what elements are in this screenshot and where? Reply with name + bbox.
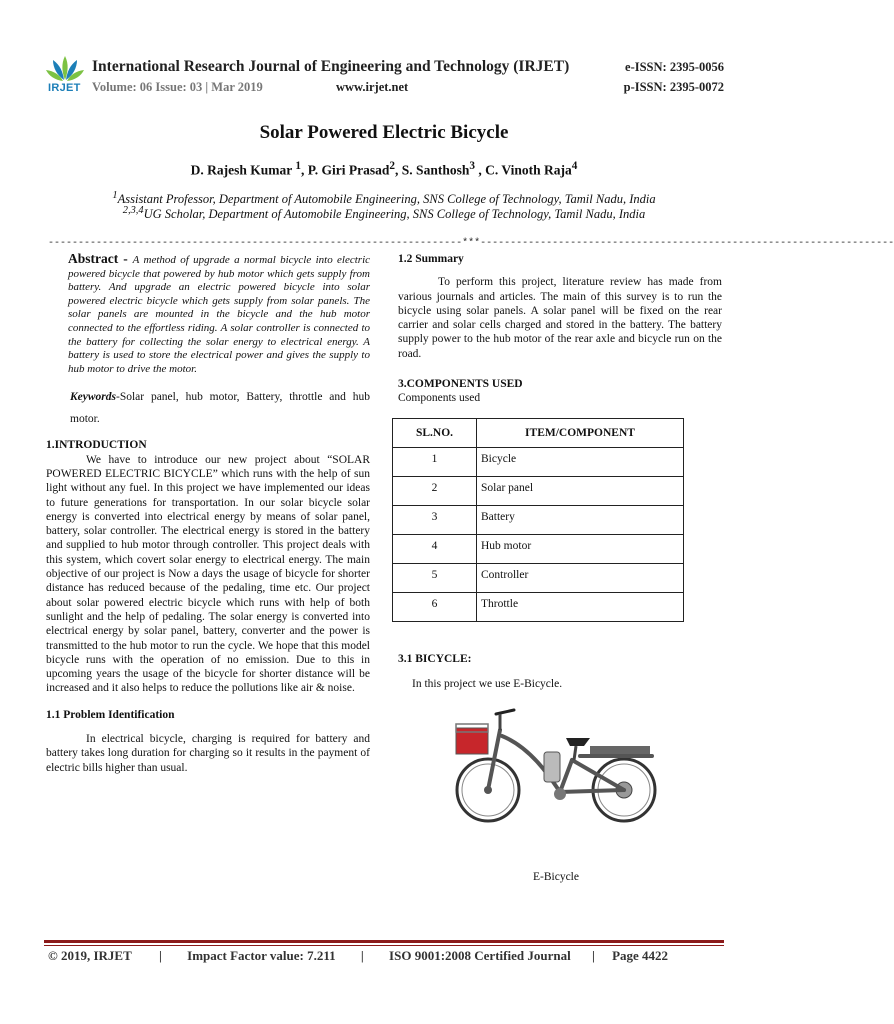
e-bicycle-image — [452, 700, 662, 840]
bicycle-text: In this project we use E-Bicycle. — [412, 677, 563, 690]
table-header: ITEM/COMPONENT — [477, 418, 684, 447]
section-heading: 3.COMPONENTS USED — [398, 378, 523, 391]
volume-info: Volume: 06 Issue: 03 | Mar 2019 — [92, 80, 263, 94]
table-row — [393, 505, 684, 534]
author-sup: 4 — [571, 160, 578, 172]
table-row — [393, 476, 684, 505]
problem-text: In electrical bicycle, charging is required for battery and battery takes long duration for charging so it results in the payment of electric bills higher than usual. — [46, 732, 370, 774]
footer-rule — [44, 940, 724, 943]
journal-title: International Research Journal of Engineering and Technology (IRJET) — [92, 58, 570, 75]
table-cell: Hub motor — [477, 534, 684, 563]
footer-impact: Impact Factor value: 7.211 — [187, 948, 336, 963]
aff-sup: 2,3,4 — [122, 205, 144, 216]
paper-title: Solar Powered Electric Bicycle — [259, 122, 509, 143]
components-table — [392, 418, 684, 622]
table-row — [393, 592, 684, 621]
table-header-row — [393, 418, 684, 447]
summary-text: To perform this project, literature review has made from various journals and articles. The main of this survey is to run the bicycle using solar panels. A solar panel will be fixed on the rear carrier and solar cells charged and stored in the battery. The battery supply power to the hub motor of the rear axle and bicycle run on the road. — [398, 276, 722, 360]
table-cell: Battery — [477, 505, 684, 534]
footer-iso: ISO 9001:2008 Certified Journal — [389, 948, 571, 963]
author-sep: , — [395, 162, 402, 178]
aff-text: UG Scholar, Department of Automobile Engineering, SNS College of Technology, Tamil Nadu, India — [143, 207, 646, 222]
page-footer — [48, 948, 720, 964]
footer-divider: | — [591, 948, 595, 963]
table-row — [393, 447, 684, 476]
table-cell: 1 — [393, 447, 477, 476]
table-cell: 6 — [393, 592, 477, 621]
logo-text: IRJET — [48, 82, 81, 94]
footer-copyright: © 2019, IRJET — [48, 948, 132, 963]
table-header: SL.NO. — [393, 418, 477, 447]
table-row — [393, 534, 684, 563]
intro-text: We have to introduce our new project about “SOLAR POWERED ELECTRIC BICYCLE” which runs with the help of sun light without any fuel. In this project we have implemented our ideas to future generations for transportation. In our solar bicycle solar energy is converted into electrical energy by means of solar panel, battery, solar controller. The electrical energy is stored in the battery and supplied to hub motor through controller. This project deals with this system, which covert solar energy to electrical energy. The main objective of our project is Now a days the usage of bicycle for shorter distance has reduced because of the pedaling, time etc. Our project about solar powered electric bicycle which runs with help of both sunlight and the help of pedaling. The solar energy is converted into electrical energy by solar panel, battery, converter and the power is transmitted to the hub motor to run the cycle. We hope that this model bicycle runs with the operation of no emission. Due to this in upcoming years the usage of the bicycle for shorter distance will be increased and it also helps to reduce the pollutions like air & noise. — [46, 453, 370, 695]
separator-line: ---------------------------------------------------------------------***--------------------------------------------------------------------- — [48, 238, 894, 249]
left-column — [46, 252, 370, 775]
author-sep: , — [301, 162, 308, 178]
aff-sup: 1 — [112, 190, 118, 201]
components-subheading: Components used — [398, 392, 481, 405]
journal-url[interactable]: www.irjet.net — [336, 80, 409, 94]
author-name: D. Rajesh Kumar — [190, 162, 296, 178]
table-cell: Controller — [477, 563, 684, 592]
section-heading: 1.INTRODUCTION — [46, 439, 147, 452]
author-sup: 2 — [389, 160, 396, 172]
abstract-heading: Abstract - — [68, 251, 133, 266]
author-sup: 3 — [469, 160, 475, 172]
abstract-text: A method of upgrade a normal bicycle into electric powered bicycle that powered by hub motor which gets supply from battery. And upgrade an electric powered bicycle into solar powered electric bicycle which gets supply from solar panels. The solar panels are mounted in the bicycle and the hub motor connected to the effortless riding. A solar controller is connected to the battery for collecting the solar energy to electrical energy. A battery is used to store the electrical power and gives the supply to hub motor to drive the motor. — [68, 254, 371, 375]
table-cell: 3 — [393, 505, 477, 534]
pissn: p-ISSN: 2395-0072 — [623, 80, 724, 94]
keywords-label: Keywords — [70, 391, 116, 404]
affiliation — [0, 205, 768, 222]
keywords-text: -Solar panel, hub motor, Battery, throttle and hub motor. — [70, 391, 370, 426]
eissn: e-ISSN: 2395-0056 — [625, 60, 724, 74]
author-name: C. Vinoth Raja — [485, 162, 572, 178]
author-sep: , — [474, 162, 486, 178]
table-row — [393, 563, 684, 592]
section-heading: 1.2 Summary — [398, 253, 464, 265]
footer-divider: | — [360, 948, 364, 963]
right-column — [398, 252, 722, 691]
table-cell: Throttle — [477, 592, 684, 621]
journal-header — [44, 50, 724, 96]
footer-rule — [44, 945, 724, 946]
table-cell: 5 — [393, 563, 477, 592]
footer-page: Page 4422 — [612, 948, 669, 963]
section-heading: 1.1 Problem Identification — [46, 708, 175, 721]
aff-text: Assistant Professor, Department of Automobile Engineering, SNS College of Technology, Tamil Nadu, India — [117, 192, 656, 207]
table-cell: 2 — [393, 476, 477, 505]
author-name: P. Giri Prasad — [307, 162, 390, 178]
keywords — [46, 386, 370, 430]
table-cell: Bicycle — [477, 447, 684, 476]
author-name: S. Santhosh — [401, 162, 470, 178]
table-cell: Solar panel — [477, 476, 684, 505]
footer-divider: | — [159, 948, 162, 963]
table-cell: 4 — [393, 534, 477, 563]
section-heading: 3.1 BICYCLE: — [398, 652, 472, 665]
abstract — [46, 252, 370, 376]
author-sup: 1 — [295, 160, 302, 172]
figure-caption: E-Bicycle — [533, 871, 579, 883]
author-list — [0, 160, 768, 179]
